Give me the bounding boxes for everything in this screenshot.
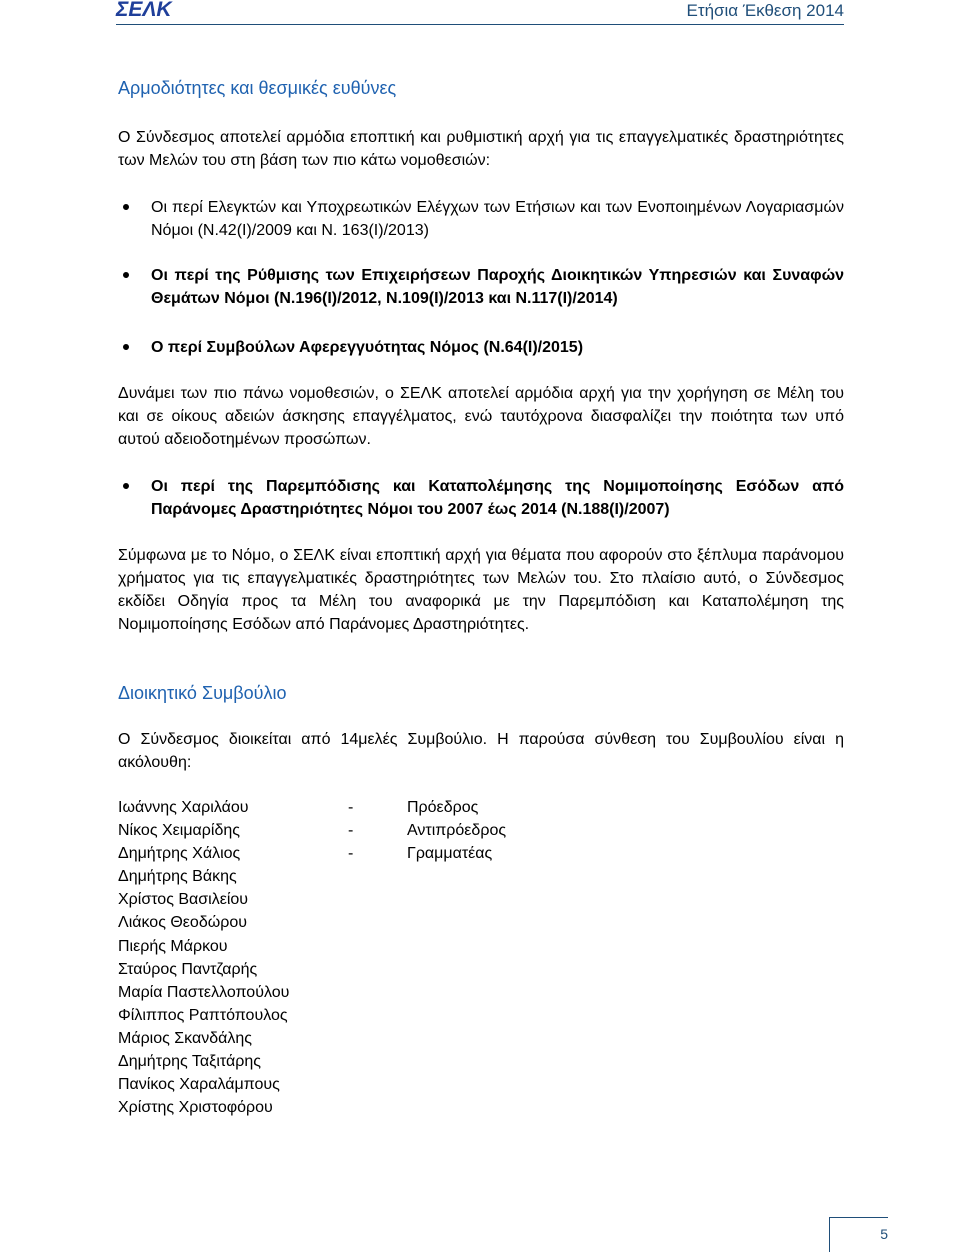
board-member-row [118, 865, 844, 888]
bullet-text: Οι περί Ελεγκτών και Υποχρεωτικών Ελέγχων των Ετήσιων και των Ενοποιημένων Λογαριασμών Νόμοι (Ν.42(Ι)/2009 και Ν. 163(Ι)/2013) [151, 199, 844, 239]
member-name: Πιερής Μάρκου [118, 937, 228, 955]
selk-logo: ΣΕΛΚ [116, 0, 172, 21]
board-intro-paragraph: Ο Σύνδεσμος διοικείται από 14μελές Συμβούλιο. Η παρούσα σύνθεση του Συμβουλίου είναι η ακόλουθη: [118, 731, 844, 771]
member-name: Σταύρος Παντζαρής [118, 960, 258, 978]
bullet-item-admin-services-law [118, 264, 844, 310]
board-member-row [118, 958, 844, 981]
board-member-row [118, 1050, 844, 1073]
bullet-icon [123, 204, 129, 210]
board-member-row [118, 888, 844, 911]
board-member-row [118, 981, 844, 1004]
member-name: Δημήτρης Χάλιος [118, 845, 241, 863]
member-name: Λιάκος Θεοδώρου [118, 914, 247, 932]
member-name: Ιωάννης Χαριλάου [118, 799, 249, 816]
member-name: Πανίκος Χαραλάμπους [118, 1076, 280, 1094]
bullet-item-money-laundering-law [118, 475, 844, 521]
member-name: Δημήτρης Βάκης [118, 868, 237, 886]
member-role: Γραμματέας [407, 845, 493, 863]
bullet-icon [123, 344, 129, 350]
licensing-paragraph: Δυνάμει των πιο πάνω νομοθεσιών, ο ΣΕΛΚ αποτελεί αρμόδια αρχή για την χορήγηση σε Μέλη του και σε οίκους αδειών άσκησης επαγγέλματος, ενώ ταυτόχρονα διασφαλίζει την ποιότητα των υπό αυτού αδειοδοτημένων προσώπων. [118, 385, 844, 448]
board-member-row [118, 796, 844, 819]
member-dash: - [348, 822, 354, 840]
bullet-text: Οι περί της Παρεμπόδισης και Καταπολέμησης της Νομιμοποίησης Εσόδων από Παράνομες Δραστηριότητες Νόμοι του 2007 έως 2014 (Ν.188(Ι)/2007) [151, 478, 844, 518]
section-heading-responsibilities: Αρμοδιότητες και θεσμικές ευθύνες [118, 78, 397, 98]
board-member-row [118, 935, 844, 958]
bullet-text: Ο περί Συμβούλων Αφερεγγυότητας Νόμος (Ν.64(Ι)/2015) [151, 339, 584, 356]
bullet-icon [123, 483, 129, 489]
member-dash: - [348, 845, 354, 863]
board-member-row [118, 1096, 844, 1119]
board-member-row [118, 842, 844, 865]
member-name: Χρίστης Χριστοφόρου [118, 1099, 273, 1117]
board-member-row [118, 911, 844, 934]
member-name: Χρίστος Βασιλείου [118, 891, 249, 909]
board-member-row [118, 1004, 844, 1027]
bullet-text: Οι περί της Ρύθμισης των Επιχειρήσεων Παροχής Διοικητικών Υπηρεσιών και Συναφών Θεμάτων Νόμοι (Ν.196(Ι)/2012, Ν.109(Ι)/2013 και Ν.117(Ι)/2014) [151, 267, 844, 307]
board-member-row [118, 1073, 844, 1096]
intro-paragraph: Ο Σύνδεσμος αποτελεί αρμόδια εποπτική και ρυθμιστική αρχή για τις επαγγελματικές δραστηριότητες των Μελών του στη βάση των πιο κάτω νομοθεσιών: [118, 129, 844, 169]
board-member-row [118, 819, 844, 842]
bullet-item-insolvency-law [118, 336, 844, 359]
member-name: Φίλιππος Ραπτόπουλος [118, 1006, 288, 1024]
page-header [0, 0, 960, 24]
bullet-item-auditors-law [118, 196, 844, 242]
member-name: Δημήτρης Ταξιτάρης [118, 1053, 261, 1071]
report-title: Ετήσια Έκθεση 2014 [686, 1, 844, 20]
page-number: 5 [880, 1226, 888, 1242]
member-name: Νίκος Χειμαρίδης [118, 822, 240, 840]
section-heading-board: Διοικητικό Συμβούλιο [118, 683, 287, 703]
aml-paragraph: Σύμφωνα με το Νόμο, ο ΣΕΛΚ είναι εποπτική αρχή για θέματα που αφορούν στο ξέπλυμα παράνομου χρήματος για τις επαγγελματικές δραστηριότητες των Μελών του. Στο πλαίσιο αυτό, ο Σύνδεσμος εκδίδει Οδηγία προς τα Μέλη του αναφορικά με την Παρεμπόδιση και Καταπολέμηση της Νομιμοποίησης Εσόδων από Παράνομες Δραστηριότητες. [118, 547, 844, 633]
header-rule [116, 24, 844, 25]
page-number-frame [829, 1217, 888, 1252]
member-role: Πρόεδρος [407, 799, 479, 816]
board-member-row [118, 1027, 844, 1050]
member-role: Αντιπρόεδρος [407, 822, 507, 840]
board-member-list [118, 796, 844, 1119]
member-name: Μαρία Παστελλοπούλου [118, 983, 290, 1001]
member-dash: - [348, 799, 354, 816]
bullet-icon [123, 272, 129, 278]
member-name: Μάριος Σκανδάλης [118, 1029, 252, 1047]
